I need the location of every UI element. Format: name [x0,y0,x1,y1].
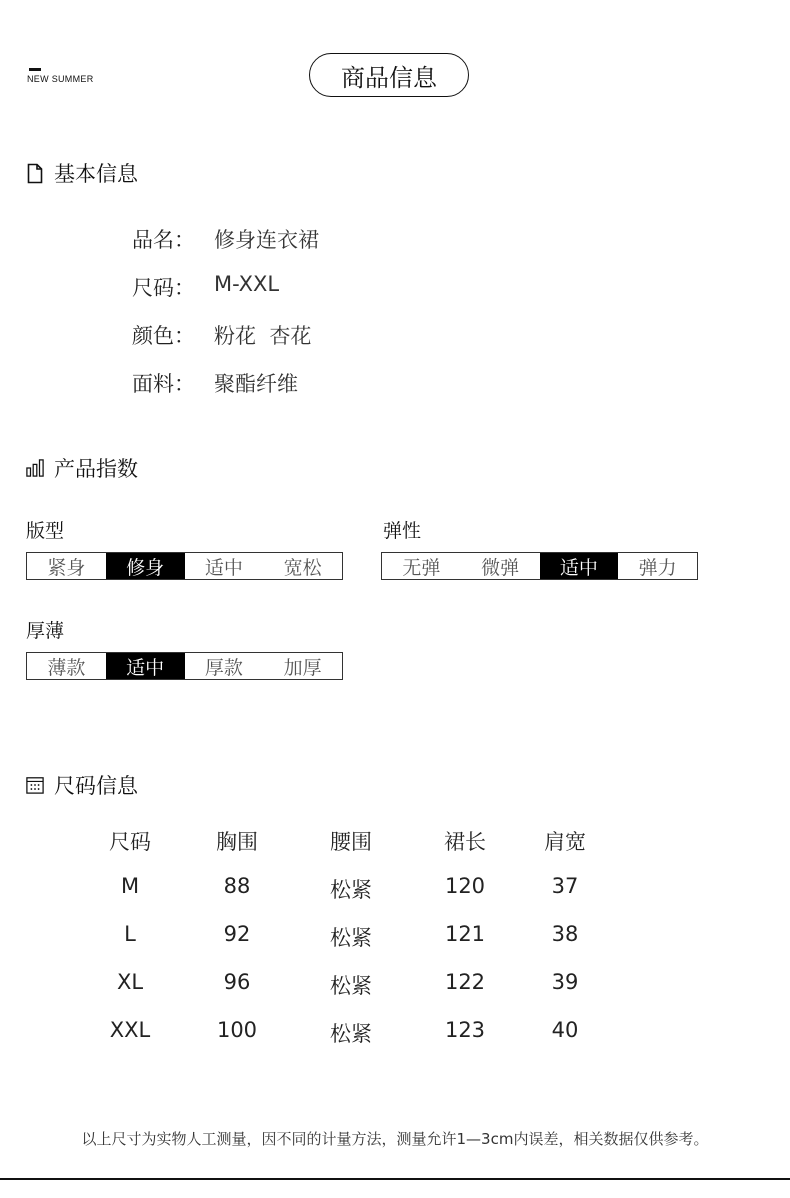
measurement-note: 以上尺寸为实物人工测量，因不同的计量方法，测量允许1—3cm内误差，相关数据仅供参考。 [81,1130,709,1148]
basic-info-heading [26,158,138,188]
table-header-chest: 胸围 [216,830,258,854]
calendar-grid-icon [26,774,44,796]
scale-option: 加厚 [283,656,322,679]
bottom-divider [0,1178,790,1180]
info-row-fabric [132,368,298,398]
info-row-name [132,224,319,254]
scale-title-thickness: 厚薄 [26,620,65,642]
scale-option: 弹力 [638,556,677,579]
product-index-title: 产品指数 [54,457,138,481]
scale-title-elasticity: 弹性 [383,520,422,542]
info-key: 颜色： [132,324,195,348]
scale-title-fit: 版型 [26,520,65,542]
scale-option: 无弹 [402,556,441,579]
table-cell-chest: 88 [223,874,251,898]
table-cell-shoulder: 38 [551,922,579,946]
info-value: 聚酯纤维 [214,372,298,396]
table-cell-shoulder: 40 [551,1018,579,1042]
table-cell-length: 121 [444,922,486,946]
table-cell-waist: 松紧 [330,878,372,902]
scale-option: 适中 [204,556,243,579]
table-header-length: 裙长 [444,830,486,854]
scale-option-selected: 修身 [106,553,185,579]
table-cell-size: M [120,874,140,898]
size-info-heading [26,770,138,800]
scale-elasticity [381,552,698,580]
table-cell-chest: 96 [223,970,251,994]
table-cell-waist: 松紧 [330,1022,372,1046]
table-cell-chest: 92 [223,922,251,946]
info-value: 粉花 杏花 [214,324,312,348]
product-index-heading [26,453,138,483]
info-key: 品名： [132,228,195,252]
table-cell-shoulder: 39 [551,970,579,994]
table-cell-waist: 松紧 [330,926,372,950]
info-row-color [132,320,311,350]
table-cell-chest: 100 [216,1018,258,1042]
scale-option-selected: 适中 [106,653,185,679]
info-value: 修身连衣裙 [214,228,319,252]
brand-mark [29,68,41,71]
info-key: 尺码： [132,276,195,300]
scale-option: 宽松 [283,556,322,579]
brand-text: NEW SUMMER [27,74,94,84]
table-header-size: 尺码 [109,830,151,854]
scale-option: 薄款 [47,656,86,679]
info-row-size [132,272,279,302]
table-cell-size: XXL [109,1018,151,1042]
scale-option-selected: 适中 [540,553,619,579]
table-cell-shoulder: 37 [551,874,579,898]
scale-option: 厚款 [204,656,243,679]
scale-option: 紧身 [47,556,86,579]
table-header-waist: 腰围 [330,830,372,854]
table-cell-length: 123 [444,1018,486,1042]
table-cell-length: 122 [444,970,486,994]
bar-chart-icon [26,457,44,479]
table-cell-length: 120 [444,874,486,898]
page-title: 商品信息 [309,53,469,97]
table-header-shoulder: 肩宽 [544,830,586,854]
table-cell-size: XL [116,970,144,994]
info-key: 面料： [132,372,195,396]
table-cell-waist: 松紧 [330,974,372,998]
scale-thickness [26,652,343,680]
table-cell-size: L [124,922,136,946]
scale-fit [26,552,343,580]
basic-info-title: 基本信息 [54,162,138,186]
size-info-title: 尺码信息 [54,774,138,798]
document-icon [26,162,44,184]
info-value: M-XXL [214,272,280,296]
scale-option: 微弹 [481,556,520,579]
